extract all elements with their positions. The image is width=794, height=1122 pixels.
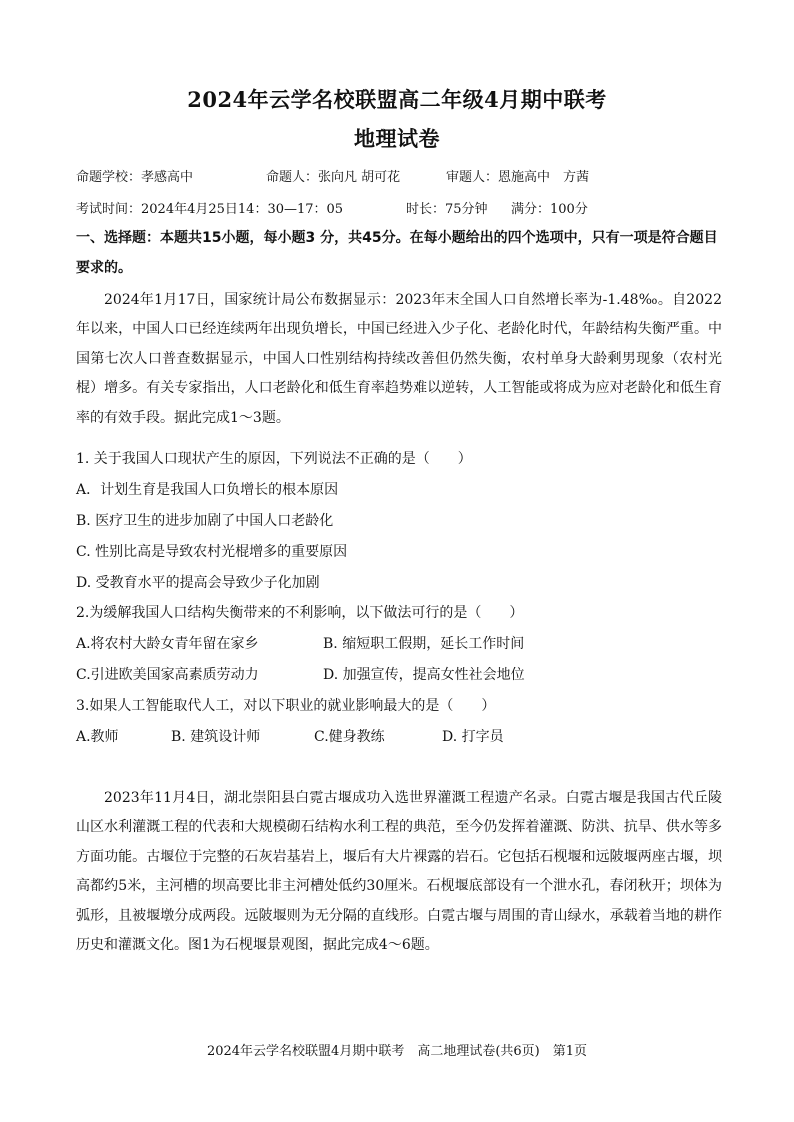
- question-1-option-d: D. 受教育水平的提高会导致少子化加剧: [76, 575, 320, 591]
- meta-school: 命题学校：孝感高中: [76, 170, 194, 185]
- question-2-option-c: C.引进欧美国家高素质劳动力: [76, 667, 259, 683]
- passage-1: 2024年1月17日，国家统计局公布数据显示：2023年末全国人口自然增长率为-1.48‰。自2022年以来，中国人口已经连续两年出现负增长，中国已经进入少子化、老龄化时代，年龄结构失衡严重。中国第七次人口普查数据显示，中国人口性别结构持续改善但仍然失衡，农村单身大龄剩男现象（农村光棍）增多。有关专家指出，人口老龄化和低生育率趋势难以逆转，人工智能或将成为应对老龄化和低生育率的有效手段。据此完成1～3题。: [76, 292, 722, 426]
- question-2-option-d: D. 加强宣传，提高女性社会地位: [323, 667, 525, 683]
- question-2-options-row-2: [76, 664, 722, 684]
- question-2-stem: 2.为缓解我国人口结构失衡带来的不利影响，以下做法可行的是（ ）: [76, 605, 524, 621]
- page-footer: 2024年云学名校联盟4月期中联考 高二地理试卷(共6页) 第1页: [206, 1044, 588, 1059]
- question-1-option-a: A．计划生育是我国人口负增长的根本原因: [76, 482, 339, 498]
- section-heading: 一、选择题：本题共15小题，每小题3 分，共45分。在每小题给出的四个选项中，只有一项是符合题目要求的。: [76, 230, 718, 276]
- question-3-option-a: A.教师: [76, 729, 119, 745]
- exam-title: 2024年云学名校联盟高二年级4月期中联考: [187, 87, 607, 112]
- question-2-options-row-1: [76, 633, 722, 653]
- meta-reviewer: 审题人：恩施高中 方茜: [446, 170, 590, 185]
- question-1-option-b: B. 医疗卫生的进步加剧了中国人口老龄化: [76, 513, 334, 529]
- question-3-options-row: [76, 726, 722, 746]
- exam-subtitle: 地理试卷: [354, 126, 440, 151]
- meta-line-2: [76, 198, 588, 217]
- passage-2: 2023年11月4日，湖北崇阳县白霓古堰成功入选世界灌溉工程遗产名录。白霓古堰是我国古代丘陵山区水利灌溉工程的代表和大规模砌石结构水利工程的典范，至今仍发挥着灌溉、防洪、抗旱、供水等多方面功能。古堰位于完整的石灰岩基岩上，堰后有大片裸露的岩石。它包括石枧堰和远陂堰两座古堰，坝高都约5米，主河槽的坝高要比非主河槽处低约30厘米。石枧堰底部设有一个泄水孔，春闭秋开；坝体为弧形，且被堰墩分成两段。远陂堰则为无分隔的直线形。白霓古堰与周围的青山绿水，承载着当地的耕作历史和灌溉文化。图1为石枧堰景观图，据此完成4～6题。: [76, 790, 722, 954]
- question-2-option-a: A.将农村大龄女青年留在家乡: [76, 636, 259, 652]
- question-3-option-b: B. 建筑设计师: [171, 729, 261, 745]
- meta-duration: 时长：75分钟: [406, 202, 488, 217]
- meta-line-1: [76, 166, 589, 185]
- question-3-option-c: C.健身教练: [314, 729, 385, 745]
- question-1-option-c: C. 性别比高是导致农村光棍增多的重要原因: [76, 544, 348, 560]
- meta-exam-time: 考试时间：2024年4月25日14：30—17：05: [76, 202, 344, 217]
- question-3-stem: 3.如果人工智能取代人工，对以下职业的就业影响最大的是（ ）: [76, 698, 496, 714]
- question-3-option-d: D. 打字员: [442, 729, 504, 745]
- meta-setter: 命题人：张向凡 胡可花: [266, 170, 401, 185]
- meta-score: 满分：100分: [511, 202, 588, 217]
- question-1-stem: 1. 关于我国人口现状产生的原因，下列说法不正确的是（ ）: [76, 451, 472, 467]
- question-2-option-b: B. 缩短职工假期，延长工作时间: [323, 636, 525, 652]
